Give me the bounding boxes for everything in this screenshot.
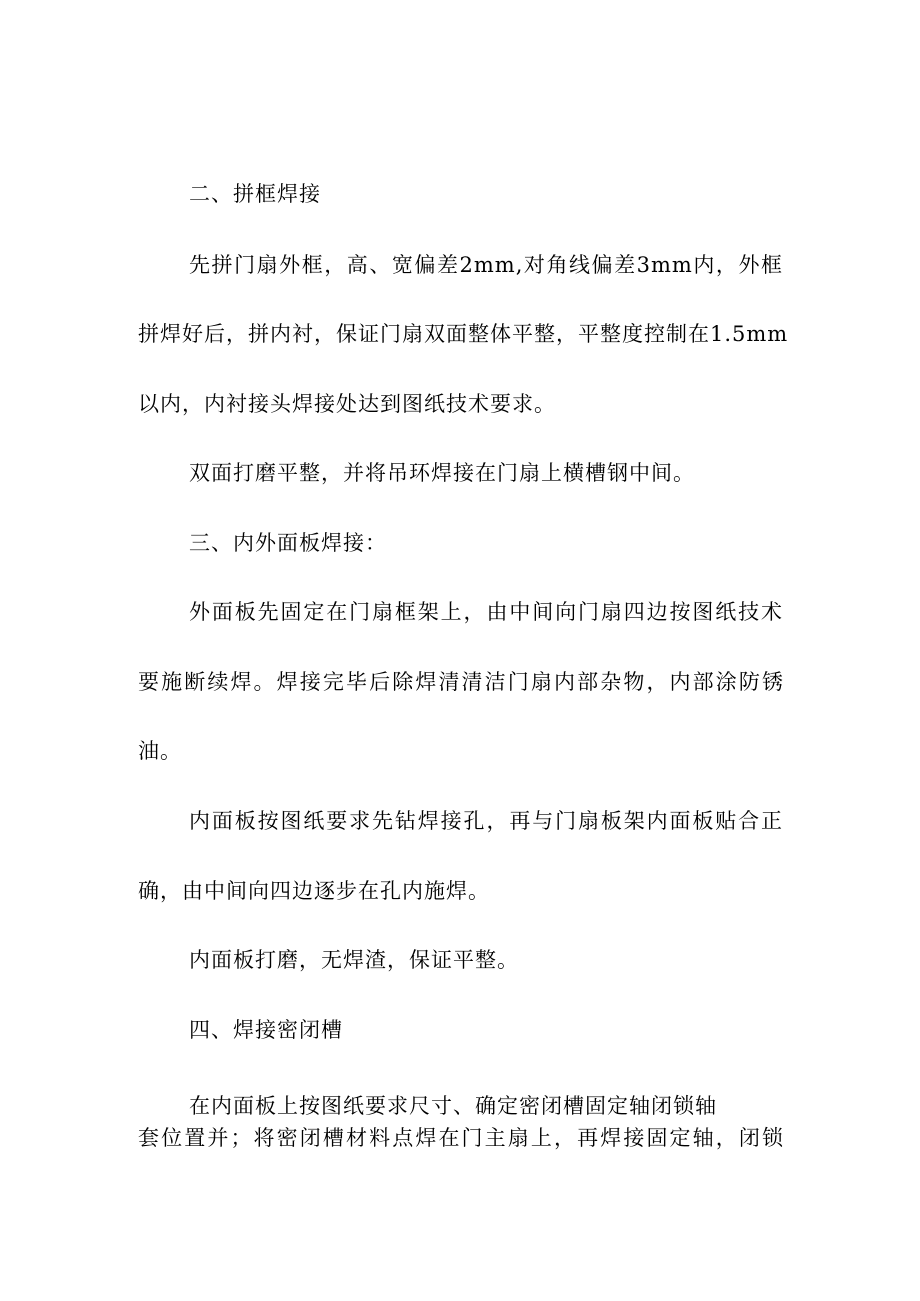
paragraph-line: 内面板打磨，无焊渣，保证平整。 [189,948,519,972]
paragraph-line: 以内，内衬接头焊接处达到图纸技术要求。 [138,392,556,416]
paragraph-line: 套位置并；将密闭槽材料点焊在门主扇上，再焊接固定轴，闭锁 [138,1126,784,1150]
paragraph-line: 内面板按图纸要求先钻焊接孔，再与门扇板架内面板贴合正 [189,809,783,833]
section-heading: 四、焊接密闭槽 [189,1018,343,1042]
paragraph-line: 要施断续焊。焊接完毕后除焊清清洁门扇内部杂物，内部涂防锈 [138,670,784,694]
paragraph-line: 确，由中间向四边逐步在孔内施焊。 [138,879,490,903]
paragraph-line: 外面板先固定在门扇框架上，由中间向门扇四边按图纸技术 [189,600,783,624]
paragraph-line: 在内面板上按图纸要求尺寸、确定密闭槽固定轴闭锁轴 [189,1094,717,1118]
paragraph-line: 油。 [138,739,182,763]
paragraph-line: 先拼门扇外框，高、宽偏差2mm,对角线偏差3mm内，外框 [189,253,783,277]
section-heading: 三、内外面板焊接： [189,531,387,555]
paragraph-line: 双面打磨平整，并将吊环焊接在门扇上横槽钢中间。 [189,461,695,485]
section-heading: 二、拼框焊接 [189,182,321,206]
paragraph-line: 拼焊好后，拼内衬，保证门扇双面整体平整，平整度控制在1.5mm [138,322,789,346]
